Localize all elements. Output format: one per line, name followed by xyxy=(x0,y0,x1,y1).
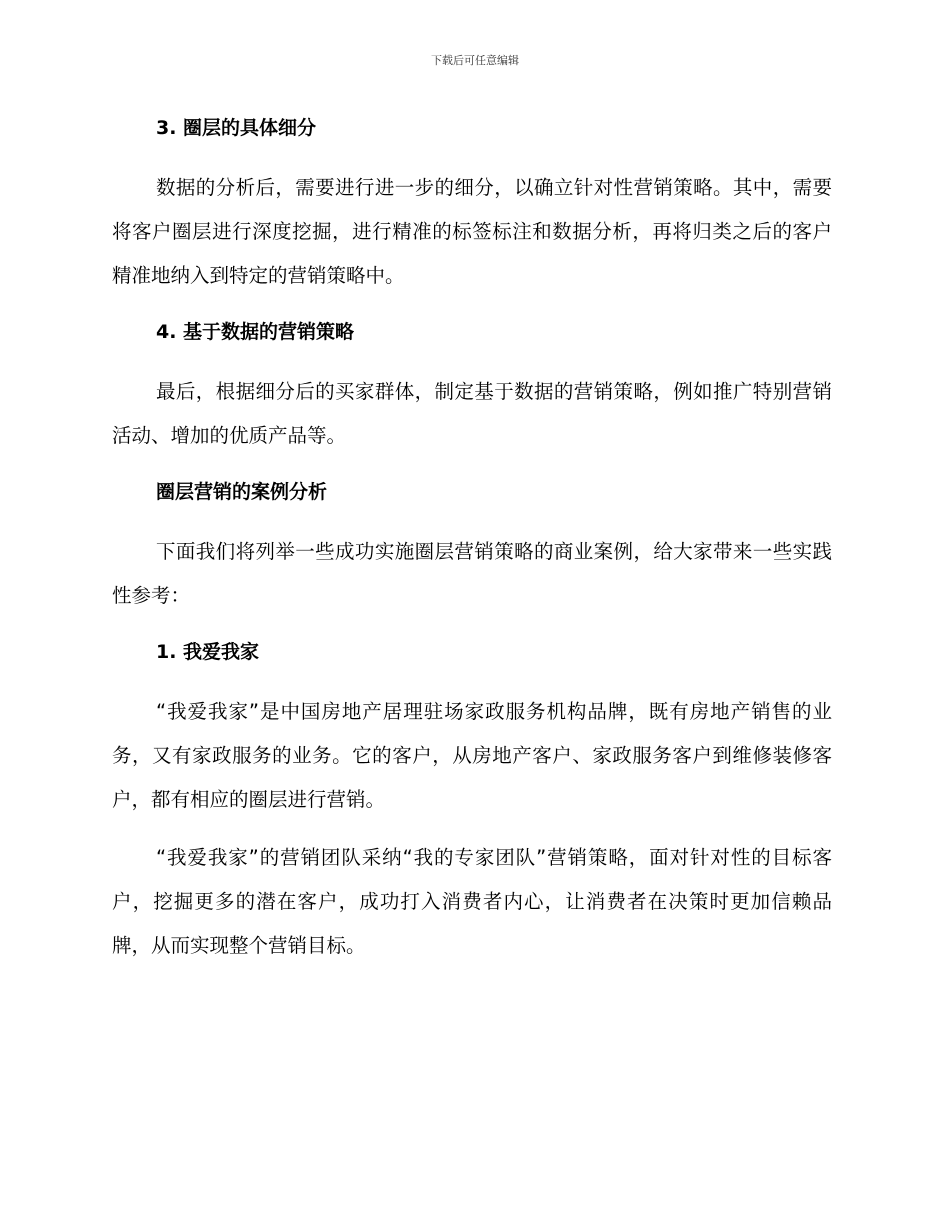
page-header-note: 下载后可任意编辑 xyxy=(431,54,519,67)
paragraph-case-1-overview: “我爱我家”是中国房地产居理驻场家政服务机构品牌，既有房地产销售的业务，又有家政服务的业务。它的客户，从房地产客户、家政服务客户到维修装修客户，都有相应的圈层进行营销。 xyxy=(112,700,832,811)
paragraph-subdivision: 数据的分析后，需要进行进一步的细分，以确立针对性营销策略。其中，需要将客户圈层进行深度挖掘，进行精准的标签标注和数据分析，再将归类之后的客户精准地纳入到特定的营销策略中。 xyxy=(112,176,832,287)
document-body xyxy=(112,108,832,982)
paragraph-data-strategy: 最后，根据细分后的买家群体，制定基于数据的营销策略，例如推广特别营销活动、增加的优质产品等。 xyxy=(112,380,832,447)
paragraph-case-intro: 下面我们将列举一些成功实施圈层营销策略的商业案例，给大家带来一些实践性参考： xyxy=(112,540,832,607)
paragraph-case-1-strategy: “我爱我家”的营销团队采纳“我的专家团队”营销策略，面对针对性的目标客户，挖掘更多的潜在客户，成功打入消费者内心，让消费者在决策时更加信赖品牌，从而实现整个营销目标。 xyxy=(112,846,832,957)
section-heading-subdivision: 3. 圈层的具体细分 xyxy=(156,117,317,139)
section-heading-data-strategy: 4. 基于数据的营销策略 xyxy=(156,321,355,343)
section-heading-case-1: 1. 我爱我家 xyxy=(156,641,260,663)
section-heading-case-analysis: 圈层营销的案例分析 xyxy=(156,481,328,503)
